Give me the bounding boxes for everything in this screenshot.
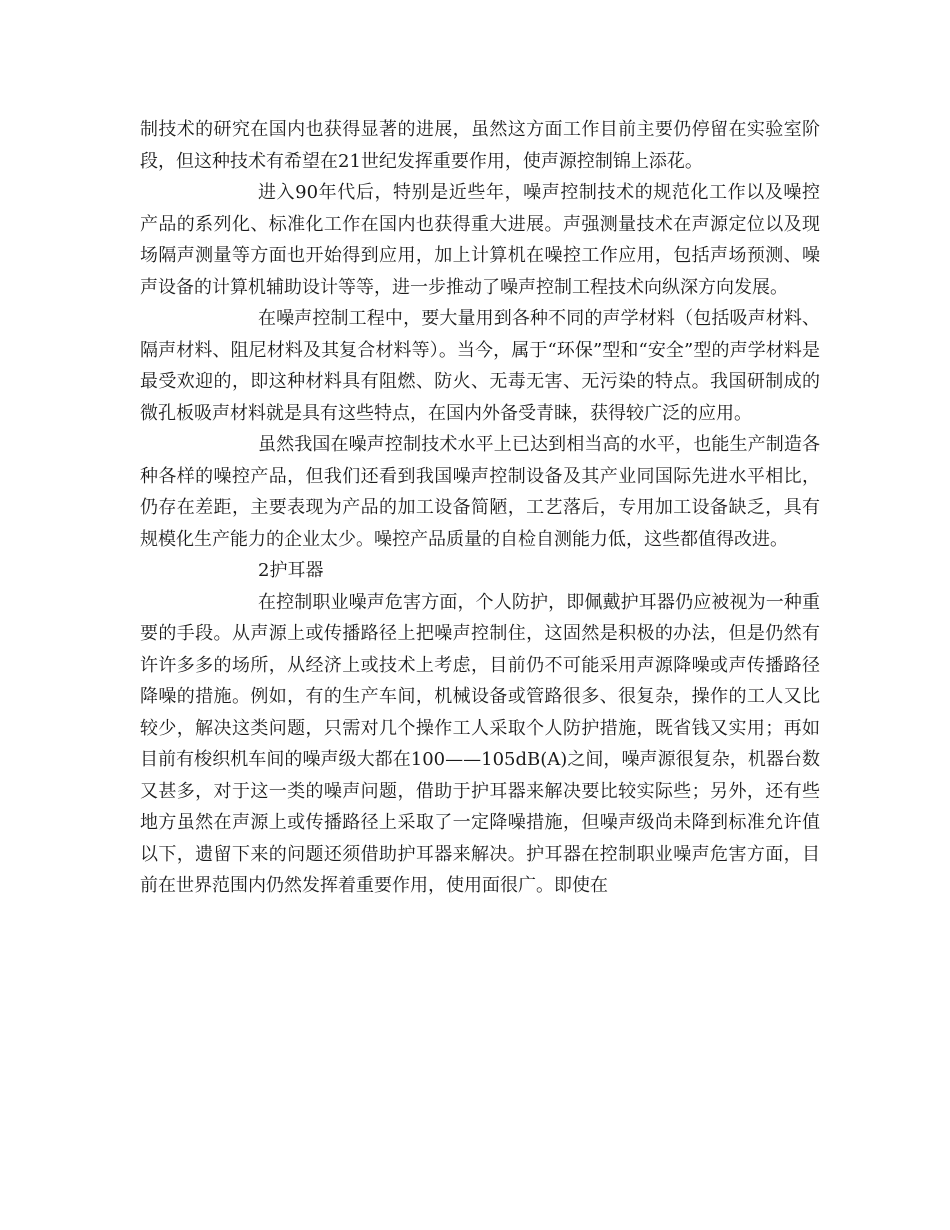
document-body [140, 114, 820, 902]
paragraph: 在控制职业噪声危害方面，个人防护，即佩戴护耳器仍应被视为一种重要的手段。从声源上或传播路径上把噪声控制住，这固然是积极的办法，但是仍然有许许多多的场所，从经济上或技术上考虑，目前仍不可能采用声源降噪或声传播路径降噪的措施。例如，有的生产车间，机械设备或管路很多、很复杂，操作的工人又比较少，解决这类问题，只需对几个操作工人采取个人防护措施，既省钱又实用；再如目前有梭织机车间的噪声级大都在100——105dB(A)之间，噪声源很复杂，机器台数又甚多，对于这一类的噪声问题，借助于护耳器来解决要比较实际些；另外，还有些地方虽然在声源上或传播路径上采取了一定降噪措施，但噪声级尚未降到标准允许值以下，遗留下来的问题还须借助护耳器来解决。护耳器在控制职业噪声危害方面，目前在世界范围内仍然发挥着重要作用，使用面很广。即使在 [140, 591, 820, 896]
section-heading: 2护耳器 [258, 560, 324, 581]
paragraph: 虽然我国在噪声控制技术水平上已达到相当高的水平，也能生产制造各种各样的噪控产品，但我们还看到我国噪声控制设备及其产业同国际先进水平相比，仍存在差距，主要表现为产品的加工设备简陋，工艺落后，专用加工设备缺乏，具有规模化生产能力的企业太少。噪控产品质量的自检自测能力低，这些都值得改进。 [140, 434, 820, 550]
paragraph: 制技术的研究在国内也获得显著的进展，虽然这方面工作目前主要仍停留在实验室阶段，但这种技术有希望在21世纪发挥重要作用，使声源控制锦上添花。 [140, 119, 820, 172]
paragraph: 进入90年代后，特别是近些年，噪声控制技术的规范化工作以及噪控产品的系列化、标准化工作在国内也获得重大进展。声强测量技术在声源定位以及现场隔声测量等方面也开始得到应用，加上计算机在噪控工作应用，包括声场预测、噪声设备的计算机辅助设计等等，进一步推动了噪声控制工程技术向纵深方向发展。 [140, 182, 820, 298]
paragraph: 在噪声控制工程中，要大量用到各种不同的声学材料（包括吸声材料、隔声材料、阻尼材料及其复合材料等）。当今，属于“环保”型和“安全”型的声学材料是最受欢迎的，即这种材料具有阻燃、防火、无毒无害、无污染的特点。我国研制成的微孔板吸声材料就是具有这些特点，在国内外备受青睐，获得较广泛的应用。 [140, 308, 820, 424]
